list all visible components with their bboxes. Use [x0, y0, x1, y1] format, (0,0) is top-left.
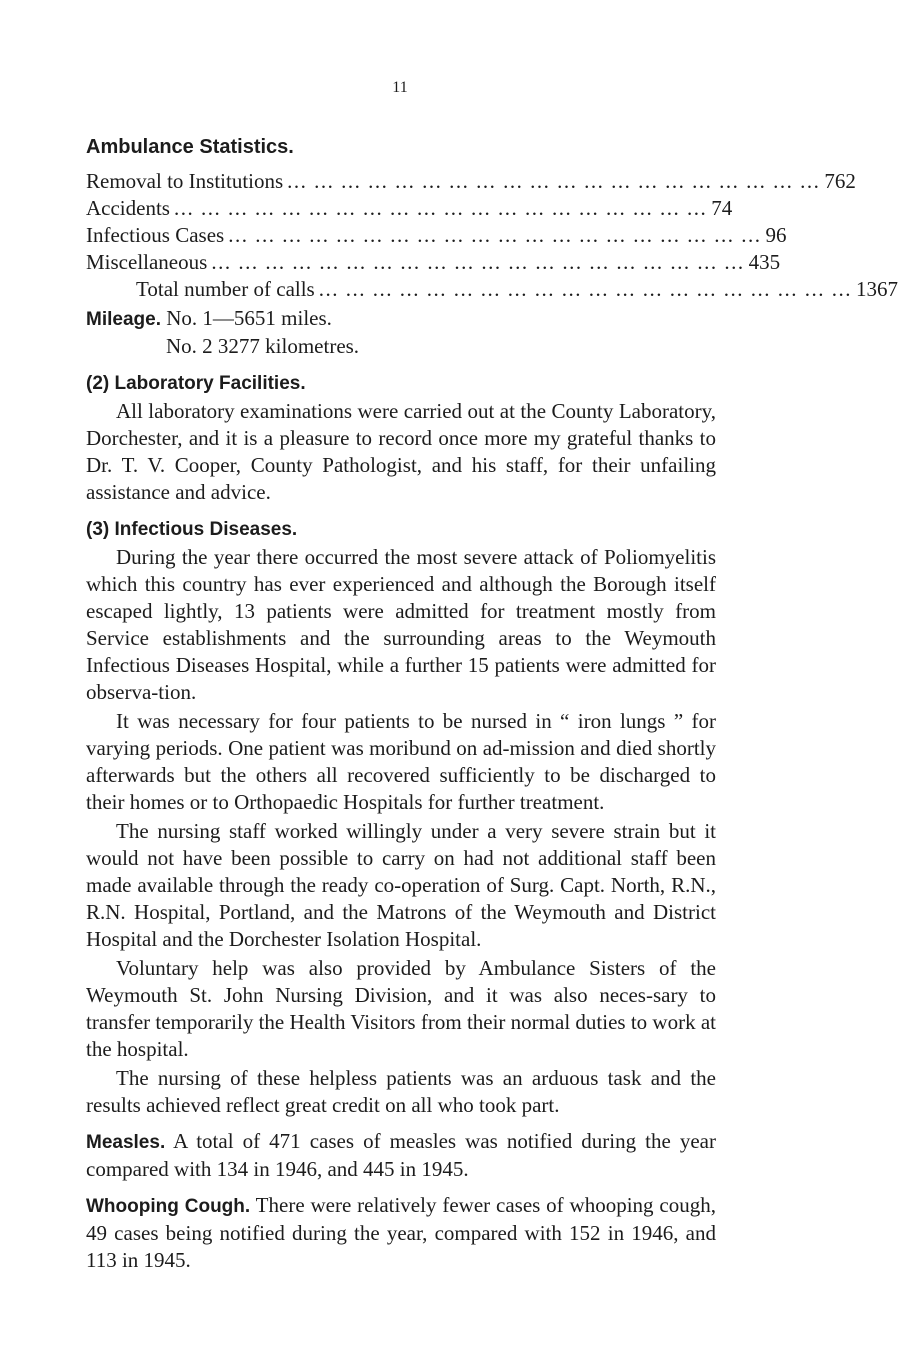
mileage-vehicle-1: No. 1—5651 miles.: [166, 306, 332, 330]
infectious-diseases-heading: (3) Infectious Diseases.: [86, 519, 298, 540]
stat-value: 96: [765, 223, 787, 247]
stat-row-infectious: [86, 222, 787, 249]
nursing-staff-paragraph: The nursing staff worked willingly under a very severe strain but it would not have been possible to carry on had not additional staff been made available through the ready co-operation of Surg. Capt. North, R.N., R.N. Hospital, Portland, and the Matrons of the Weymouth and District Hospital and the Dorchester Isolation Hospital.: [86, 819, 716, 951]
stat-row-miscellaneous: [86, 249, 781, 276]
measles-paragraph: [86, 1128, 716, 1183]
leader-dots: ... ... ... ... ... ... ... ... ... ... ... ... ... ... ... ... ... ... ... ...: [211, 250, 745, 274]
laboratory-section: [86, 370, 716, 506]
ambulance-statistics-table: [86, 168, 898, 303]
mileage-block: [86, 305, 716, 360]
laboratory-heading: (2) Laboratory Facilities.: [86, 373, 306, 394]
stat-row-removal: [86, 168, 856, 195]
leader-dots: ... ... ... ... ... ... ... ... ... ... ... ... ... ... ... ... ... ... ... ...: [228, 223, 762, 247]
mileage-line-2: [86, 333, 716, 360]
stat-value: 435: [748, 250, 781, 274]
stat-row-total: [86, 276, 898, 303]
stat-label: Accidents: [86, 196, 170, 220]
stat-label: Removal to Institutions: [86, 169, 284, 193]
leader-dots: ... ... ... ... ... ... ... ... ... ... ... ... ... ... ... ... ... ... ... ...: [318, 277, 852, 301]
leader-dots: ... ... ... ... ... ... ... ... ... ... ... ... ... ... ... ... ... ... ... ...: [287, 169, 821, 193]
whooping-cough-lead: Whooping Cough.: [86, 1196, 251, 1217]
measles-text: A total of 471 cases of measles was notified during the year compared with 134 in 1946, and 445 in 1945.: [86, 1129, 716, 1181]
stat-value: 762: [824, 169, 856, 193]
stat-row-accidents: [86, 195, 733, 222]
stat-label: Infectious Cases: [86, 223, 225, 247]
page-number: 11: [392, 79, 408, 96]
stat-label: Miscellaneous: [86, 250, 208, 274]
nursing-task-paragraph: The nursing of these helpless patients was an arduous task and the results achieved reflect great credit on all who took part.: [86, 1066, 716, 1117]
poliomyelitis-paragraph: During the year there occurred the most severe attack of Poliomyelitis which this country has ever experienced and although the Borough itself escaped lightly, 13 patients were admitted for treatment mostly from Service establishments and the surrounding areas to the Weymouth Infectious Diseases Hospital, while a further 15 patients were admitted for observa-tion.: [86, 545, 716, 704]
whooping-cough-text: There were relatively fewer cases of whooping cough, 49 cases being notified during the year, compared with 152 in 1946, and 113 in 1945.: [86, 1193, 716, 1272]
mileage-line-1: [86, 305, 716, 333]
ambulance-statistics-heading: Ambulance Statistics.: [86, 136, 294, 158]
whooping-cough-paragraph: [86, 1192, 716, 1274]
leader-dots: ... ... ... ... ... ... ... ... ... ... ... ... ... ... ... ... ... ... ... ...: [173, 196, 708, 220]
iron-lungs-paragraph: It was necessary for four patients to be nursed in “ iron lungs ” for varying periods. One patient was moribund on ad-mission and died shortly afterwards but the others all recovered sufficiently to be discharged to their homes or to Orthopaedic Hospitals for further treatment.: [86, 709, 716, 814]
stat-value: 74: [711, 196, 733, 220]
document-body: [86, 134, 898, 1274]
total-value: 1367: [855, 277, 898, 301]
infectious-diseases-section: [86, 516, 716, 1274]
laboratory-paragraph: All laboratory examinations were carried out at the County Laboratory, Dorchester, and it is a pleasure to record once more my grateful thanks to Dr. T. V. Cooper, County Pathologist, and his staff, for their unfailing assistance and advice.: [86, 399, 716, 504]
voluntary-help-paragraph: Voluntary help was also provided by Ambulance Sisters of the Weymouth St. John Nursing Division, and it was also neces-sary to transfer temporarily the Health Visitors from their normal duties to work at the hospital.: [86, 956, 716, 1061]
total-label: Total number of calls: [136, 277, 315, 301]
mileage-vehicle-2: No. 2 3277 kilometres.: [166, 334, 360, 358]
mileage-label: Mileage.: [86, 309, 161, 330]
measles-lead: Measles.: [86, 1132, 166, 1153]
